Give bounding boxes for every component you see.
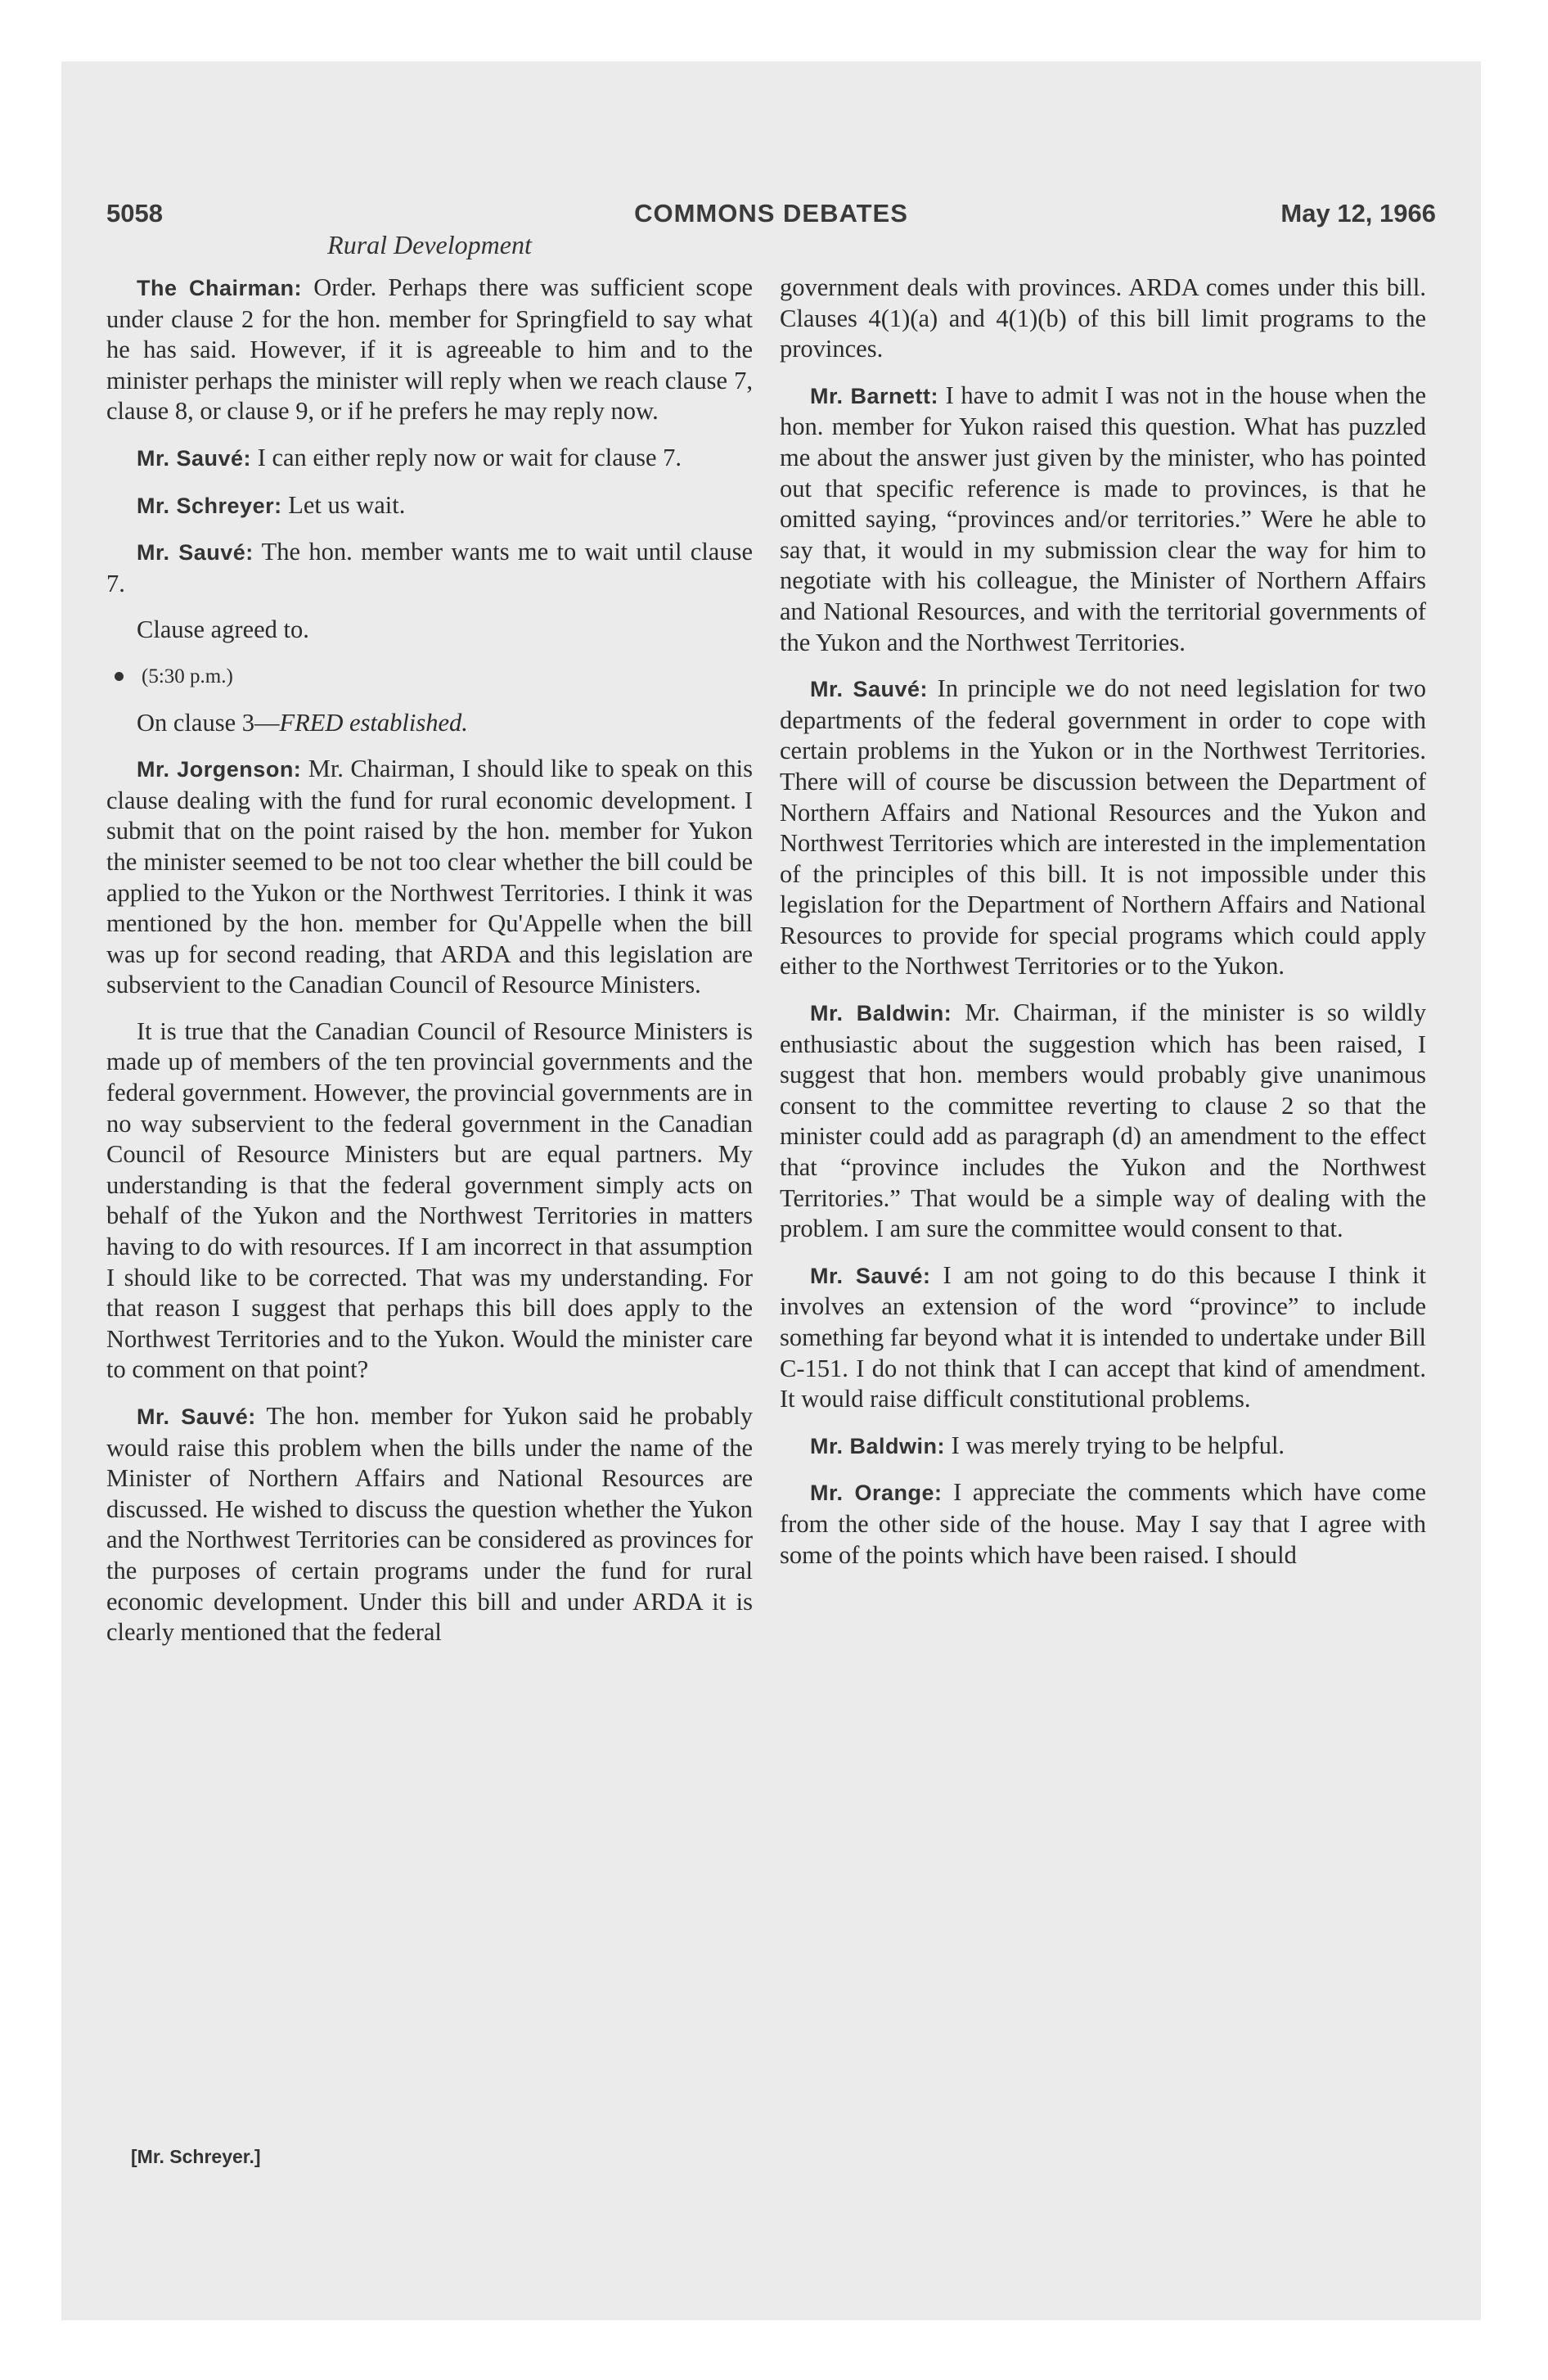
speaker-name: Mr. Orange:	[810, 1481, 943, 1506]
speaker-name: The Chairman:	[137, 276, 303, 300]
clause-title: FRED established.	[279, 708, 468, 737]
speaker-name: Mr. Barnett:	[810, 383, 938, 408]
paragraph	[106, 754, 753, 1001]
bullet-icon	[115, 672, 124, 681]
paragraph	[106, 490, 753, 522]
clause-heading	[106, 708, 753, 739]
paragraph	[780, 998, 1426, 1245]
speaker-name: Mr. Sauvé:	[810, 677, 929, 702]
speech-text: I can either reply now or wait for clause 7.	[251, 443, 682, 471]
paragraph-continued: government deals with provinces. ARDA comes under this bill. Clauses 4(1)(a) and 4(1)(b) of this bill limit programs to the provinces.	[780, 273, 1426, 363]
paragraph	[106, 1401, 753, 1648]
page-number: 5058	[106, 199, 163, 228]
right-column	[780, 273, 1426, 1586]
speaker-name: Mr. Sauvé:	[137, 540, 254, 566]
paragraph	[780, 1431, 1426, 1463]
timestamp-text: (5:30 p.m.)	[142, 665, 233, 687]
speech-text: The hon. member for Yukon said he probably would raise this problem when the bills under the name of the Minister of Northern Affairs and National Resources are discussed. He wished to discuss the question whether the Yukon and the Northwest Territories can be considered as provinces for the purposes of certain programs under the fund for rural economic development. Under this bill and under ARDA it is clearly mentioned that the federal	[106, 1402, 753, 1647]
speaker-name: Mr. Baldwin:	[810, 1001, 952, 1026]
publication-date: May 12, 1966	[1280, 199, 1436, 228]
paragraph	[780, 674, 1426, 982]
speaker-name: Mr. Schreyer:	[137, 493, 282, 518]
speech-text: Order. Perhaps there was sufficient scope under clause 2 for the hon. member for Springfield to say what he has said. However, if it is agreeable to him and to the minister perhaps the minister will reply when we reach clause 7, clause 8, or clause 9, or if he prefers he may reply now.	[106, 273, 753, 426]
paragraph	[780, 1260, 1426, 1415]
subject-heading: Rural Development	[327, 230, 532, 259]
speech-text: Let us wait.	[281, 490, 406, 519]
left-column	[106, 273, 753, 1664]
paragraph	[106, 537, 753, 599]
paragraph	[780, 381, 1426, 658]
speech-text: In principle we do not need legislation for two departments of the federal government in order to cope with certain problems in the Yukon or in the Northwest Territories. There will of course be discussion between the Department of Northern Affairs and National Resources and the Yukon and Northwest Territories which are interested in the implementation of the principles of this bill. It is not impossible under this legislation for the Department of Northern Affairs and National Resources to provide for special programs which could apply either to the Northwest Territories or to the Yukon.	[780, 674, 1426, 980]
paragraph: It is true that the Canadian Council of Resource Ministers is made up of members of the ten provincial governments and the federal government. However, the provincial governments are in no way subservient to the federal government in the Canadian Council of Resource Ministers but are equal partners. My understanding is that the federal government simply acts on behalf of the Yukon and the Northwest Territories in matters having to do with resources. If I am incorrect in that assumption I should like to be corrected. That was my understanding. For that reason I suggest that perhaps this bill does apply to the Northwest Territories and to the Yukon. Would the minister care to comment on that point?	[106, 1016, 753, 1384]
procedural-note: Clause agreed to.	[137, 615, 309, 644]
timestamp	[106, 661, 753, 692]
speech-text: Mr. Chairman, I should like to speak on this clause dealing with the fund for rural economic development. I submit that on the point raised by the hon. member for Yukon the minister seemed to be not too clear whether the bill could be applied to the Yukon or the Northwest Territories. I think it was mentioned by the hon. member for Qu'Appelle when the bill was up for second reading, that ARDA and this legislation are subservient to the Canadian Council of Resource Ministers.	[106, 755, 753, 999]
paragraph	[780, 1477, 1426, 1571]
speaker-name: Mr. Sauvé:	[137, 445, 252, 471]
clause-prefix: On clause 3—	[137, 708, 280, 737]
speaker-name: Mr. Sauvé:	[810, 1263, 931, 1288]
speech-text: Mr. Chairman, if the minister is so wildly enthusiastic about the suggestion which has been raised, I suggest that hon. members would probably give unanimous consent to the committee reverting to clause 2 so that the minister could add as paragraph (d) an amendment to the effect that “province includes the Yukon and the Northwest Territories.” That would be a simple way of dealing with the problem. I am sure the committee would consent to that.	[780, 998, 1426, 1243]
speaker-name: Mr. Baldwin:	[810, 1433, 946, 1458]
paragraph	[106, 443, 753, 475]
speech-text: The hon. member wants me to wait until clause 7.	[106, 538, 753, 597]
paragraph	[106, 273, 753, 427]
speech-text: I was merely trying to be helpful.	[945, 1431, 1285, 1459]
speaker-name: Mr. Sauvé:	[137, 1404, 256, 1429]
speech-text: I have to admit I was not in the house when the hon. member for Yukon raised this question. What has puzzled me about the answer just given by the minister, who has pointed out that specific reference is made to provinces, is that he omitted saying, “provinces and/or territories.” Were he able to say that, it would in my submission clear the way for him to negotiate with his colleague, the Minister of Northern Affairs and National Resources, and with the territorial governments of the Yukon and the Northwest Territories.	[780, 381, 1426, 656]
publication-title: COMMONS DEBATES	[634, 199, 908, 228]
speech-text: I appreciate the comments which have come from the other side of the house. May I say that I agree with some of the points which have been raised. I should	[780, 1478, 1426, 1569]
speech-text: I am not going to do this because I think it involves an extension of the word “province” to include something far beyond what it is intended to undertake under Bill C-151. I do not think that I can accept that kind of amendment. It would raise difficult constitutional problems.	[780, 1260, 1426, 1413]
speaker-name: Mr. Jorgenson:	[137, 757, 302, 782]
page-footer: [Mr. Schreyer.]	[131, 2146, 261, 2167]
